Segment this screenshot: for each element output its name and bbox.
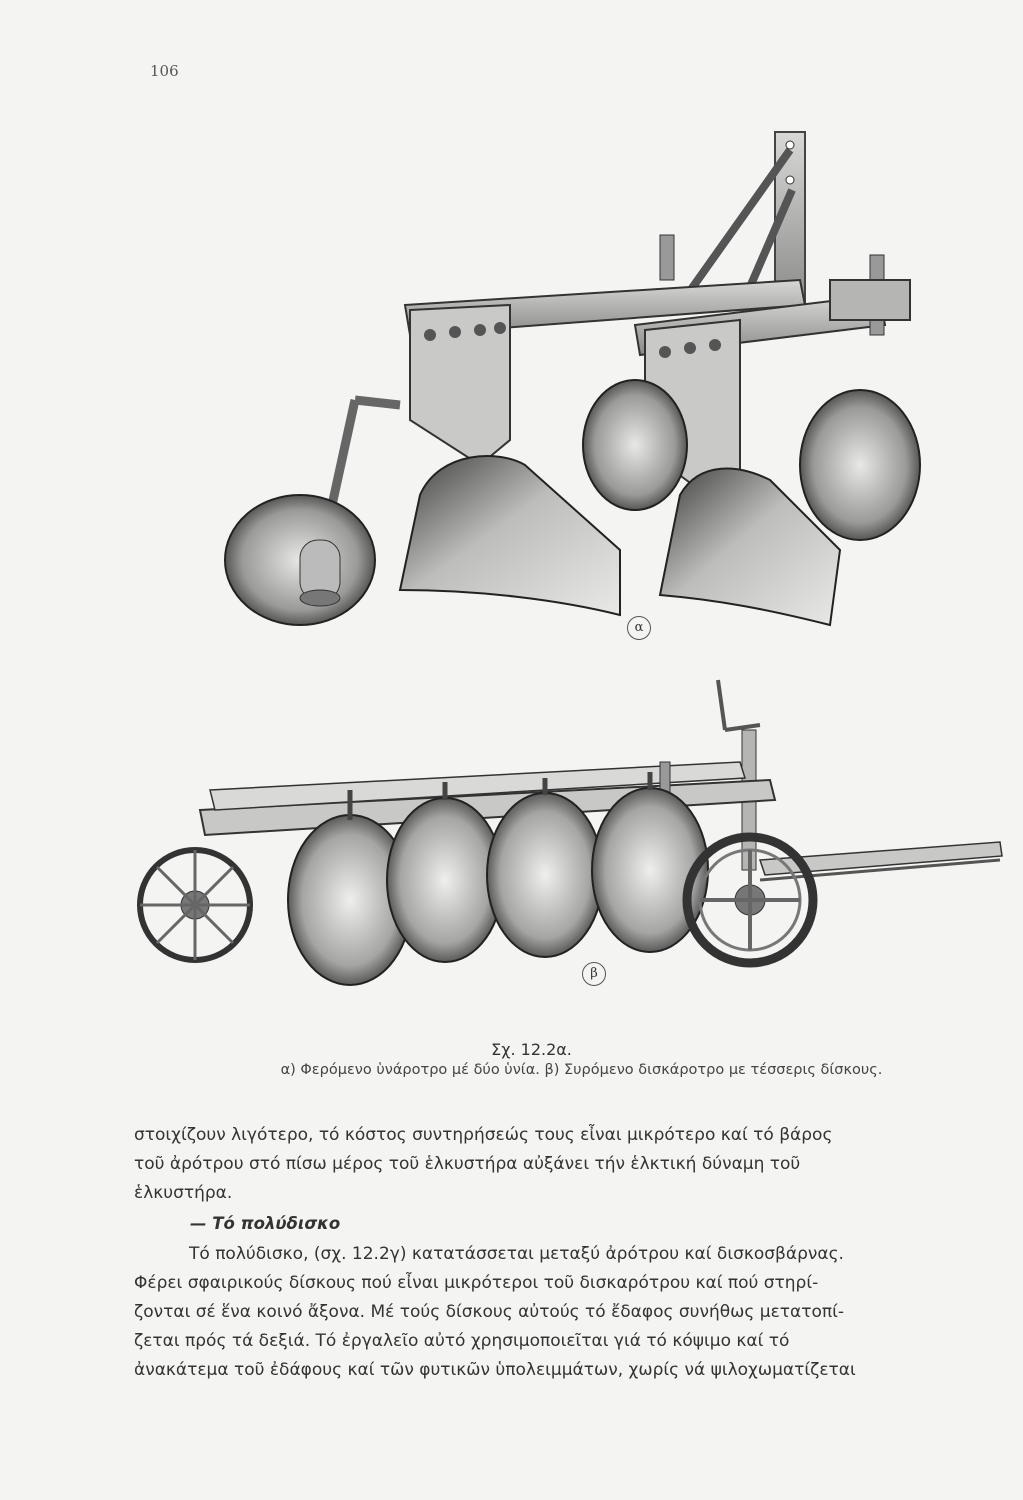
paragraph-line: Φέρει σφαιρικούς δίσκους πού εἶναι μικρότεροι τοῦ δισκαρότρου καί πού στηρί- [134,1273,819,1293]
paragraph-line: ἀνακάτεμα τοῦ ἐδάφους καί τῶν φυτικῶν ὑπολειμμάτων, χωρίς νά ψιλοχωματίζεται [134,1360,856,1380]
figure-caption-text: α) Φερόμενο ὑνάροτρο μέ δύο ὑνία. β) Συρόμενο δισκάροτρο με τέσσερις δίσκους. [280,1062,883,1078]
figure-a-label: α [627,616,651,640]
paragraph-line: τοῦ ἀρότρου στό πίσω μέρος τοῦ ἑλκυστήρα αὐξάνει τήν ἑλκτική δύναμη τοῦ [134,1154,801,1174]
land-wheel-front [140,850,250,960]
paragraph-line: ἑλκυστήρα. [134,1183,233,1203]
figure-mounted-plough [180,120,960,660]
mounted-plough-illustration [180,120,960,660]
disc-plough-illustration [120,670,1020,1000]
paragraph-1 [134,1121,990,1208]
figure-b-label: β [582,962,606,986]
gauge-wheel [225,400,400,625]
paragraph-line: Τό πολύδισκο, (σχ. 12.2γ) κατατάσσεται μεταξύ ἀρότρου καί δισκοσβάρνας. [189,1244,844,1264]
paragraph-line: ζεται πρός τά δεξιά. Τό ἐργαλεῖο αὐτό χρησιμοποιεῖται γιά τό κόψιμο καί τό [134,1331,790,1351]
figure-disc-plough [120,670,1020,1000]
page-number: 106 [150,62,179,80]
section-heading: — Τό πολύδισκο [190,1214,341,1233]
paragraph-line: ζονται σέ ἕνα κοινό ἄξονα. Μέ τούς δίσκους αὐτούς τό ἔδαφος συνήθως μετατοπί- [134,1302,844,1322]
paragraph-2 [134,1240,990,1385]
figure-caption-title: Σχ. 12.2α. [491,1040,572,1059]
furrow-wheel [687,837,813,963]
paragraph-line: στοιχίζουν λιγότερο, τό κόστος συντηρήσεώς τους εἶναι μικρότερο καί τό βάρος [134,1125,833,1145]
